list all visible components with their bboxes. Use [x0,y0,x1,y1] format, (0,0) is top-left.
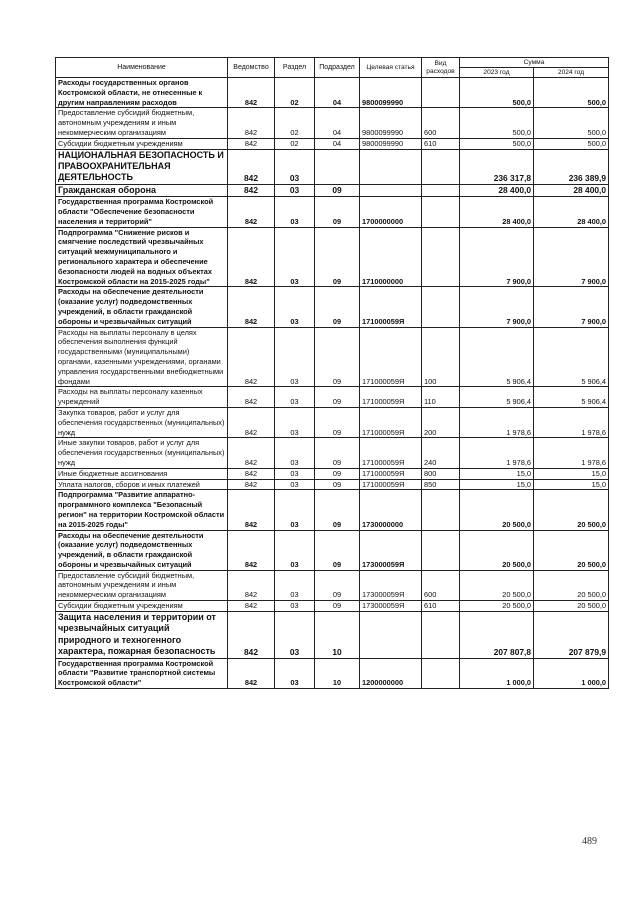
header-vedomstvo: Ведомство [228,58,275,78]
cell-vedomstvo: 842 [228,78,275,108]
cell-target-article: 171000059Я [360,327,422,387]
cell-podrazdel: 09 [315,287,360,327]
table-row [56,570,609,600]
cell-vedomstvo: 842 [228,490,275,530]
table-row [56,184,609,196]
cell-expense-type: 600 [422,570,460,600]
cell-sum-2024: 500,0 [534,78,609,108]
table-row [56,468,609,479]
cell-sum-2024: 20 500,0 [534,570,609,600]
cell-target-article: 173000059Я [360,530,422,570]
cell-razdel: 03 [275,184,315,196]
cell-razdel: 03 [275,387,315,408]
cell-expense-type [422,184,460,196]
cell-name: Предоставление субсидий бюджетным, автономным учреждениям и иным некоммерческим организациям [56,570,228,600]
cell-expense-type: 240 [422,438,460,468]
cell-expense-type [422,611,460,658]
cell-vedomstvo: 842 [228,407,275,437]
cell-podrazdel: 09 [315,490,360,530]
cell-razdel: 03 [275,601,315,612]
cell-name: Гражданская оборона [56,184,228,196]
table-row [56,601,609,612]
cell-podrazdel [315,149,360,184]
header-expense-type: Вид расходов [422,58,460,78]
cell-vedomstvo: 842 [228,438,275,468]
cell-podrazdel: 04 [315,78,360,108]
cell-sum-2023: 1 000,0 [460,658,534,688]
cell-sum-2023: 20 500,0 [460,570,534,600]
cell-target-article: 1730000000 [360,490,422,530]
cell-sum-2023: 15,0 [460,468,534,479]
cell-name: НАЦИОНАЛЬНАЯ БЕЗОПАСНОСТЬ И ПРАВООХРАНИТЕЛЬНАЯ ДЕЯТЕЛЬНОСТЬ [56,149,228,184]
cell-expense-type: 110 [422,387,460,408]
cell-razdel: 03 [275,490,315,530]
cell-sum-2024: 500,0 [534,138,609,149]
table-row [56,658,609,688]
cell-target-article: 1710000000 [360,227,422,287]
cell-name: Иные закупки товаров, работ и услуг для обеспечения государственных (муниципальных) нужд [56,438,228,468]
cell-sum-2024: 236 389,9 [534,149,609,184]
cell-expense-type [422,530,460,570]
cell-sum-2024: 5 906,4 [534,387,609,408]
cell-razdel: 03 [275,287,315,327]
cell-expense-type [422,658,460,688]
cell-razdel: 02 [275,138,315,149]
cell-expense-type [422,78,460,108]
cell-name: Государственная программа Костромской области "Обеспечение безопасности населения и территорий" [56,197,228,227]
cell-target-article: 171000059Я [360,407,422,437]
cell-sum-2024: 28 400,0 [534,184,609,196]
cell-target-article: 171000059Я [360,479,422,490]
table-row [56,530,609,570]
budget-table [55,57,609,689]
cell-sum-2024: 20 500,0 [534,530,609,570]
header-summa: Сумма [460,58,609,68]
cell-target-article [360,611,422,658]
cell-podrazdel: 09 [315,601,360,612]
cell-podrazdel: 09 [315,327,360,387]
cell-sum-2024: 15,0 [534,468,609,479]
cell-razdel: 03 [275,479,315,490]
cell-sum-2024: 1 978,6 [534,438,609,468]
cell-name: Закупка товаров, работ и услуг для обеспечения государственных (муниципальных) нужд [56,407,228,437]
cell-name: Субсидии бюджетным учреждениям [56,601,228,612]
cell-target-article: 9800099990 [360,108,422,138]
cell-expense-type: 610 [422,138,460,149]
cell-sum-2024: 1 978,6 [534,407,609,437]
cell-target-article [360,184,422,196]
table-row [56,138,609,149]
cell-target-article: 9800099990 [360,78,422,108]
cell-name: Государственная программа Костромской области "Развитие транспортной системы Костромской области" [56,658,228,688]
cell-sum-2023: 1 978,6 [460,407,534,437]
cell-razdel: 03 [275,197,315,227]
cell-vedomstvo: 842 [228,327,275,387]
cell-razdel: 03 [275,227,315,287]
cell-razdel: 03 [275,407,315,437]
cell-vedomstvo: 842 [228,611,275,658]
header-razdel: Раздел [275,58,315,78]
cell-expense-type: 610 [422,601,460,612]
cell-sum-2024: 207 879,9 [534,611,609,658]
cell-sum-2023: 1 978,6 [460,438,534,468]
cell-sum-2024: 500,0 [534,108,609,138]
cell-name: Иные бюджетные ассигнования [56,468,228,479]
cell-vedomstvo: 842 [228,138,275,149]
cell-target-article: 171000059Я [360,438,422,468]
cell-vedomstvo: 842 [228,658,275,688]
cell-vedomstvo: 842 [228,468,275,479]
cell-sum-2023: 5 906,4 [460,387,534,408]
header-name: Наименование [56,58,228,78]
table-row [56,149,609,184]
cell-target-article: 173000059Я [360,601,422,612]
cell-vedomstvo: 842 [228,601,275,612]
cell-razdel: 03 [275,530,315,570]
table-row [56,227,609,287]
cell-podrazdel: 09 [315,407,360,437]
page-number: 489 [582,836,597,847]
cell-sum-2023: 5 906,4 [460,327,534,387]
cell-sum-2023: 207 807,8 [460,611,534,658]
cell-sum-2024: 15,0 [534,479,609,490]
cell-sum-2023: 500,0 [460,78,534,108]
header-podrazdel: Подраздел [315,58,360,78]
cell-name: Расходы на выплаты персоналу в целях обеспечения выполнения функций государственными (муниципальными) органами, казенными учреждениями, органами управления государственными внебюджетными фондами [56,327,228,387]
cell-sum-2023: 20 500,0 [460,490,534,530]
cell-target-article [360,149,422,184]
table-header [56,58,609,78]
cell-sum-2024: 7 900,0 [534,287,609,327]
cell-podrazdel: 09 [315,530,360,570]
cell-vedomstvo: 842 [228,184,275,196]
cell-vedomstvo: 842 [228,287,275,327]
cell-sum-2024: 1 000,0 [534,658,609,688]
cell-sum-2023: 28 400,0 [460,184,534,196]
cell-expense-type: 100 [422,327,460,387]
cell-razdel: 03 [275,149,315,184]
cell-name: Расходы на обеспечение деятельности (оказание услуг) подведомственных учреждений, в области гражданской обороны и чрезвычайных ситуаций [56,287,228,327]
table-row [56,438,609,468]
table-row [56,197,609,227]
cell-podrazdel: 09 [315,479,360,490]
table-row [56,287,609,327]
cell-razdel: 03 [275,468,315,479]
cell-podrazdel: 09 [315,197,360,227]
cell-target-article: 173000059Я [360,570,422,600]
table-row [56,479,609,490]
cell-target-article: 1200000000 [360,658,422,688]
table-body [56,78,609,689]
cell-sum-2023: 7 900,0 [460,227,534,287]
cell-expense-type: 800 [422,468,460,479]
cell-expense-type: 600 [422,108,460,138]
cell-podrazdel: 09 [315,184,360,196]
header-year-2023: 2023 год [460,68,534,78]
cell-vedomstvo: 842 [228,570,275,600]
cell-name: Субсидии бюджетным учреждениям [56,138,228,149]
cell-name: Подпрограмма "Снижение рисков и смягчение последствий чрезвычайных ситуаций межмуниципального и регионального характера и обеспечение безопасности людей на водных объектах Костромской области на 2015-2025 годы" [56,227,228,287]
cell-vedomstvo: 842 [228,479,275,490]
cell-name: Подпрограмма "Развитие аппаратно-программного комплекса "Безопасный регион" на территории Костромской области на 2015-2025 годы" [56,490,228,530]
cell-razdel: 03 [275,611,315,658]
header-target-article: Целевая статья [360,58,422,78]
cell-sum-2024: 5 906,4 [534,327,609,387]
cell-podrazdel: 10 [315,611,360,658]
cell-name: Расходы государственных органов Костромской области, не отнесенные к другим направлениям расходов [56,78,228,108]
cell-vedomstvo: 842 [228,108,275,138]
table-row [56,387,609,408]
cell-name: Расходы на выплаты персоналу казенных учреждений [56,387,228,408]
cell-sum-2023: 28 400,0 [460,197,534,227]
table-row [56,78,609,108]
cell-sum-2023: 500,0 [460,138,534,149]
table-row [56,611,609,658]
cell-name: Предоставление субсидий бюджетным, автономным учреждениям и иным некоммерческим организациям [56,108,228,138]
cell-target-article: 171000059Я [360,287,422,327]
cell-sum-2023: 20 500,0 [460,601,534,612]
cell-podrazdel: 09 [315,227,360,287]
cell-expense-type [422,149,460,184]
table-row [56,407,609,437]
cell-podrazdel: 10 [315,658,360,688]
cell-podrazdel: 04 [315,138,360,149]
cell-vedomstvo: 842 [228,530,275,570]
cell-expense-type [422,490,460,530]
cell-expense-type: 850 [422,479,460,490]
cell-podrazdel: 04 [315,108,360,138]
cell-target-article: 171000059Я [360,387,422,408]
cell-razdel: 02 [275,108,315,138]
cell-sum-2023: 236 317,8 [460,149,534,184]
cell-target-article: 171000059Я [360,468,422,479]
cell-vedomstvo: 842 [228,227,275,287]
cell-sum-2023: 500,0 [460,108,534,138]
table-row [56,108,609,138]
cell-vedomstvo: 842 [228,149,275,184]
cell-name: Расходы на обеспечение деятельности (оказание услуг) подведомственных учреждений, в области гражданской обороны и чрезвычайных ситуаций [56,530,228,570]
cell-razdel: 03 [275,438,315,468]
cell-target-article: 9800099990 [360,138,422,149]
cell-podrazdel: 09 [315,468,360,479]
cell-vedomstvo: 842 [228,197,275,227]
cell-razdel: 03 [275,327,315,387]
table-row [56,490,609,530]
table-row [56,327,609,387]
cell-sum-2024: 20 500,0 [534,490,609,530]
cell-name: Уплата налогов, сборов и иных платежей [56,479,228,490]
header-year-2024: 2024 год [534,68,609,78]
cell-vedomstvo: 842 [228,387,275,408]
cell-razdel: 03 [275,570,315,600]
cell-expense-type: 200 [422,407,460,437]
cell-sum-2023: 7 900,0 [460,287,534,327]
cell-expense-type [422,197,460,227]
cell-sum-2023: 15,0 [460,479,534,490]
cell-podrazdel: 09 [315,387,360,408]
cell-target-article: 1700000000 [360,197,422,227]
budget-table-container [55,57,608,689]
cell-name: Защита населения и территории от чрезвычайных ситуаций природного и техногенного характера, пожарная безопасность [56,611,228,658]
cell-sum-2024: 28 400,0 [534,197,609,227]
cell-podrazdel: 09 [315,570,360,600]
cell-expense-type [422,287,460,327]
cell-podrazdel: 09 [315,438,360,468]
cell-sum-2024: 20 500,0 [534,601,609,612]
cell-sum-2024: 7 900,0 [534,227,609,287]
cell-razdel: 03 [275,658,315,688]
cell-expense-type [422,227,460,287]
cell-sum-2023: 20 500,0 [460,530,534,570]
cell-razdel: 02 [275,78,315,108]
